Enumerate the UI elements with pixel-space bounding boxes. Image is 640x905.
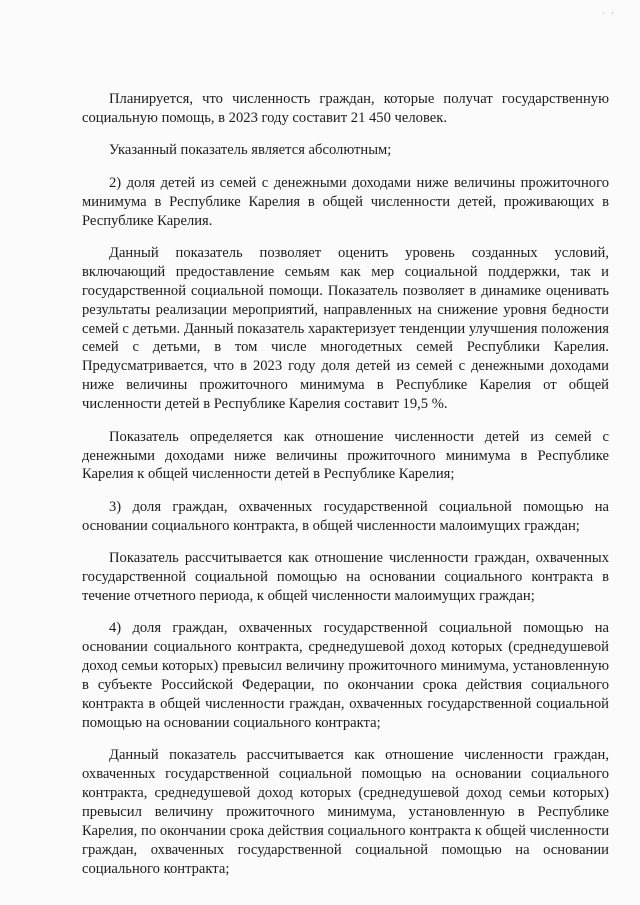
paragraph-item-3-calculation: Показатель рассчитывается как отношение численности граждан, охваченных государственной социальной помощью на основании социального контракта в течение отчетного периода, к общей численности малоимущих граждан; [82, 550, 609, 604]
paragraph-absolute-indicator: Указанный показатель является абсолютным; [109, 142, 392, 159]
paragraph-item-3: 3) доля граждан, охваченных государственной социальной помощью на основании социального контракта, в общей численности малоимущих граждан; [82, 498, 609, 534]
paragraph-item-2-description: Данный показатель позволяет оценить уровень созданных условий, включающий предоставление семьям как мер социальной поддержки, так и государственной социальной помощи. Показатель позволяет в динамике оценивать результаты реализации мероприятий, направленных на снижение уровня бедности семей с детьми. Данный показатель характеризует тенденции улучшения положения семей с детьми, в том числе многодетных семей Республики Карелия. Предусматривается, что в 2023 году доля детей из семей с денежными доходами ниже величины прожиточного минимума в Республике Карелия от общей численности детей в Республике Карелия составит 19,5 %. [82, 244, 609, 413]
paragraph-item-2-calculation: Показатель определяется как отношение численности детей из семей с денежными доходами ниже величины прожиточного минимума в Республике Карелия к общей численности детей в Республике Карелия; [82, 428, 609, 483]
document-body [82, 90, 609, 892]
paragraph-item-2: 2) доля детей из семей с денежными доходами ниже величины прожиточного минимума в Республике Карелия в общей численности детей, проживающих в Республике Карелия. [82, 174, 609, 229]
paragraph-item-4-calculation: Данный показатель рассчитывается как отношение численности граждан, охваченных государственной социальной помощью на основании социального контракта, среднедушевой доход которых (среднедушевой доход семьи которых) превысил величину прожиточного минимума, установленную в Республике Карелия, по окончании срока действия социального контракта к общей численности граждан, охваченных государственной социальной помощью на основании социального контракта; [82, 747, 609, 877]
paragraph-planned-count: Планируется, что численность граждан, которые получат государственную социальную помощь, в 2023 году составит 21 450 человек. [82, 91, 609, 126]
paragraph-item-4: 4) доля граждан, охваченных государственной социальной помощью на основании социального контракта, среднедушевой доход которых (среднедушевой доход семьи которых) превысил величину прожиточного минимума, установленную в субъекте Российской Федерации, по окончании срока действия социального контракта в общей численности граждан, охваченных государственной социальной помощью на основании социального контракта; [82, 620, 609, 731]
page-marks: · · [601, 8, 616, 18]
